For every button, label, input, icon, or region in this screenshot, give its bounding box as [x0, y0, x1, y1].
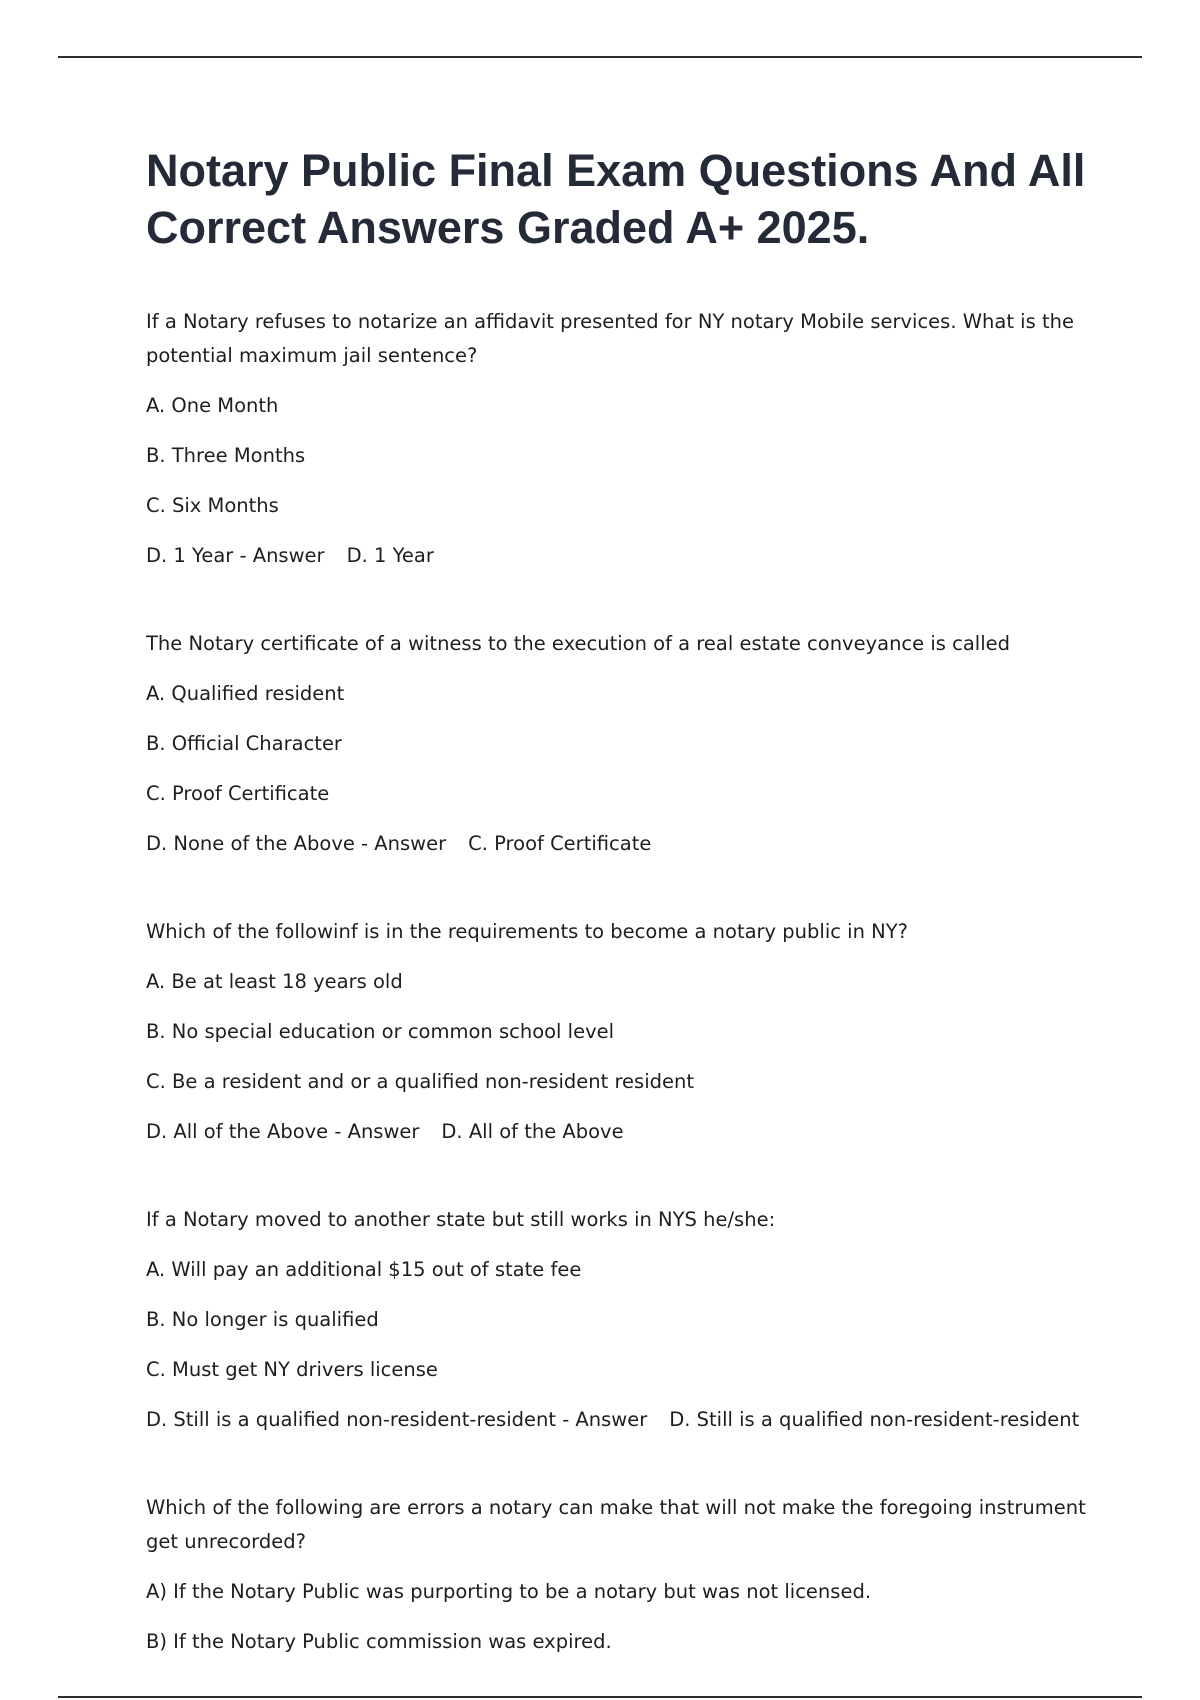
bottom-divider — [58, 1696, 1142, 1698]
correct-answer: D. All of the Above — [441, 1120, 624, 1143]
document-page — [146, 142, 1106, 1694]
answer-option — [146, 1303, 1106, 1337]
answer-option-text: B. Three Months — [146, 444, 306, 467]
answer-option — [146, 1403, 1106, 1437]
answer-option — [146, 539, 1106, 573]
question-text: If a Notary moved to another state but still works in NYS he/she: — [146, 1208, 776, 1231]
question-block — [146, 915, 1106, 1149]
top-divider — [58, 56, 1142, 58]
answer-option-text: A. Qualified resident — [146, 682, 345, 705]
answer-option-text: A. Will pay an additional $15 out of state fee — [146, 1258, 582, 1281]
answer-option-text: C. Must get NY drivers license — [146, 1358, 438, 1381]
answer-option — [146, 965, 1106, 999]
answer-option — [146, 1065, 1106, 1099]
answer-option — [146, 1253, 1106, 1287]
question-block — [146, 1491, 1106, 1659]
answer-option-text: B. No longer is qualified — [146, 1308, 379, 1331]
answer-option-text: B. No special education or common school level — [146, 1020, 615, 1043]
answer-option — [146, 1115, 1106, 1149]
answer-option-text: A) If the Notary Public was purporting to be a notary but was not licensed. — [146, 1580, 872, 1603]
answer-option-text: A. One Month — [146, 394, 279, 417]
question-list — [146, 305, 1106, 1659]
question-block — [146, 305, 1106, 573]
answer-option-text: C. Be a resident and or a qualified non-resident resident — [146, 1070, 694, 1093]
question-block — [146, 1203, 1106, 1437]
answer-option-text: D. 1 Year - Answer — [146, 544, 325, 567]
answer-option — [146, 1353, 1106, 1387]
answer-option — [146, 489, 1106, 523]
answer-option — [146, 1575, 1106, 1609]
answer-option — [146, 777, 1106, 811]
answer-option-text: D. Still is a qualified non-resident-resident - Answer — [146, 1408, 648, 1431]
answer-option — [146, 389, 1106, 423]
answer-option — [146, 439, 1106, 473]
question-text: Which of the followinf is in the requirements to become a notary public in NY? — [146, 920, 908, 943]
document-title: Notary Public Final Exam Questions And All Correct Answers Graded A+ 2025. — [146, 145, 1086, 253]
answer-option-text: B. Official Character — [146, 732, 342, 755]
answer-option — [146, 727, 1106, 761]
answer-option-text: B) If the Notary Public commission was expired. — [146, 1630, 612, 1653]
question-block — [146, 627, 1106, 861]
answer-option-text: D. All of the Above - Answer — [146, 1120, 420, 1143]
answer-option-text: D. None of the Above - Answer — [146, 832, 447, 855]
answer-option-text: C. Six Months — [146, 494, 279, 517]
question-text: The Notary certificate of a witness to the execution of a real estate conveyance is called — [146, 632, 1011, 655]
answer-option-text: C. Proof Certificate — [146, 782, 330, 805]
question-text: Which of the following are errors a notary can make that will not make the foregoing instrument get unrecorded? — [146, 1496, 1086, 1553]
correct-answer: C. Proof Certificate — [468, 832, 652, 855]
question-text: If a Notary refuses to notarize an affidavit presented for NY notary Mobile services. What is the potential maximum jail sentence? — [146, 310, 1074, 367]
correct-answer: D. 1 Year — [346, 544, 434, 567]
correct-answer: D. Still is a qualified non-resident-resident — [669, 1408, 1080, 1431]
answer-option — [146, 677, 1106, 711]
answer-option — [146, 1015, 1106, 1049]
answer-option — [146, 1625, 1106, 1659]
answer-option-text: A. Be at least 18 years old — [146, 970, 403, 993]
answer-option — [146, 827, 1106, 861]
